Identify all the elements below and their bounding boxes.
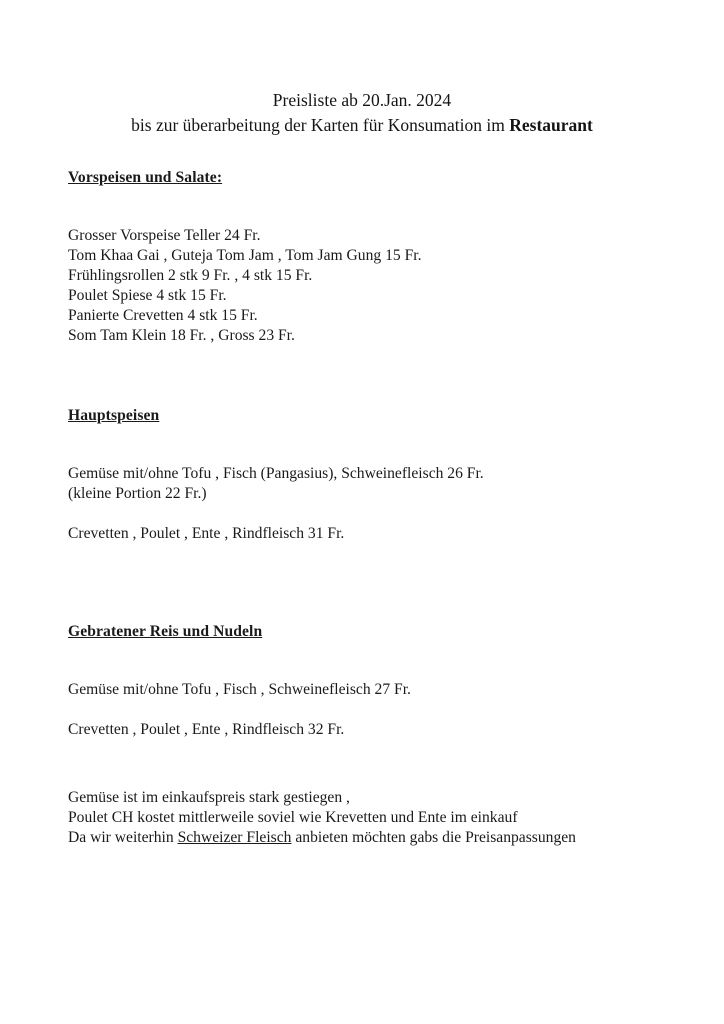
note-line-1: Gemüse ist im einkaufspreis stark gestiegen , — [68, 789, 350, 806]
note-line-2: Poulet CH kostet mittlerweile soviel wie Krevetten und Ente im einkauf — [68, 809, 518, 826]
item-list-vorspeisen — [68, 226, 668, 346]
list-item: Gemüse mit/ohne Tofu , Fisch , Schweinefleisch 27 Fr. — [68, 681, 411, 698]
list-item: Poulet Spiese 4 stk 15 Fr. — [68, 287, 227, 304]
title-line-1: Preisliste ab 20.Jan. 2024 — [272, 90, 452, 110]
list-item: Tom Khaa Gai , Guteja Tom Jam , Tom Jam Gung 15 Fr. — [68, 247, 422, 264]
section-heading-vorspeisen: Vorspeisen und Salate: — [68, 169, 223, 186]
price-adjustment-note — [68, 788, 668, 848]
title-line-2 — [0, 113, 724, 138]
item-list-reis-nudeln — [68, 680, 668, 700]
spacer — [68, 544, 668, 604]
list-item: Crevetten , Poulet , Ente , Rindfleisch 32 Fr. — [68, 721, 345, 738]
spacer — [68, 188, 668, 226]
item-list-hauptspeisen-fleisch — [68, 524, 668, 544]
list-item: Som Tam Klein 18 Fr. , Gross 23 Fr. — [68, 327, 295, 344]
title-emphasis-restaurant: Restaurant — [509, 115, 593, 135]
spacer — [68, 426, 668, 464]
title-line-2-text: bis zur überarbeitung der Karten für Konsumation im — [131, 115, 510, 135]
item-list-reis-nudeln-fleisch — [68, 720, 668, 740]
list-item: Panierte Crevetten 4 stk 15 Fr. — [68, 307, 258, 324]
section-heading-hauptspeisen: Hauptspeisen — [68, 407, 160, 424]
list-item: Crevetten , Poulet , Ente , Rindfleisch 31 Fr. — [68, 525, 345, 542]
note-line-3 — [68, 828, 668, 848]
note-emphasis-schweizer-fleisch: Schweizer Fleisch — [177, 829, 292, 846]
section-heading-gebratener-reis: Gebratener Reis und Nudeln — [68, 623, 263, 640]
spacer — [68, 642, 668, 680]
spacer — [68, 346, 668, 406]
document-body — [68, 168, 668, 848]
list-item: Grosser Vorspeise Teller 24 Fr. — [68, 227, 261, 244]
note-line-3-prefix: Da wir weiterhin — [68, 829, 178, 846]
section-hauptspeisen — [68, 406, 668, 544]
list-item: (kleine Portion 22 Fr.) — [68, 485, 207, 502]
spacer — [68, 700, 668, 720]
list-item: Frühlingsrollen 2 stk 9 Fr. , 4 stk 15 Fr. — [68, 267, 313, 284]
list-item: Gemüse mit/ohne Tofu , Fisch (Pangasius), Schweinefleisch 26 Fr. — [68, 465, 484, 482]
item-list-hauptspeisen — [68, 464, 668, 504]
section-gebratener-reis-und-nudeln — [68, 622, 668, 740]
spacer — [68, 604, 668, 622]
note-line-3-suffix: anbieten möchten gabs die Preisanpassungen — [291, 829, 576, 846]
spacer — [68, 504, 668, 524]
spacer — [68, 740, 668, 788]
section-vorspeisen-und-salate — [68, 168, 668, 346]
page-title — [0, 88, 724, 138]
